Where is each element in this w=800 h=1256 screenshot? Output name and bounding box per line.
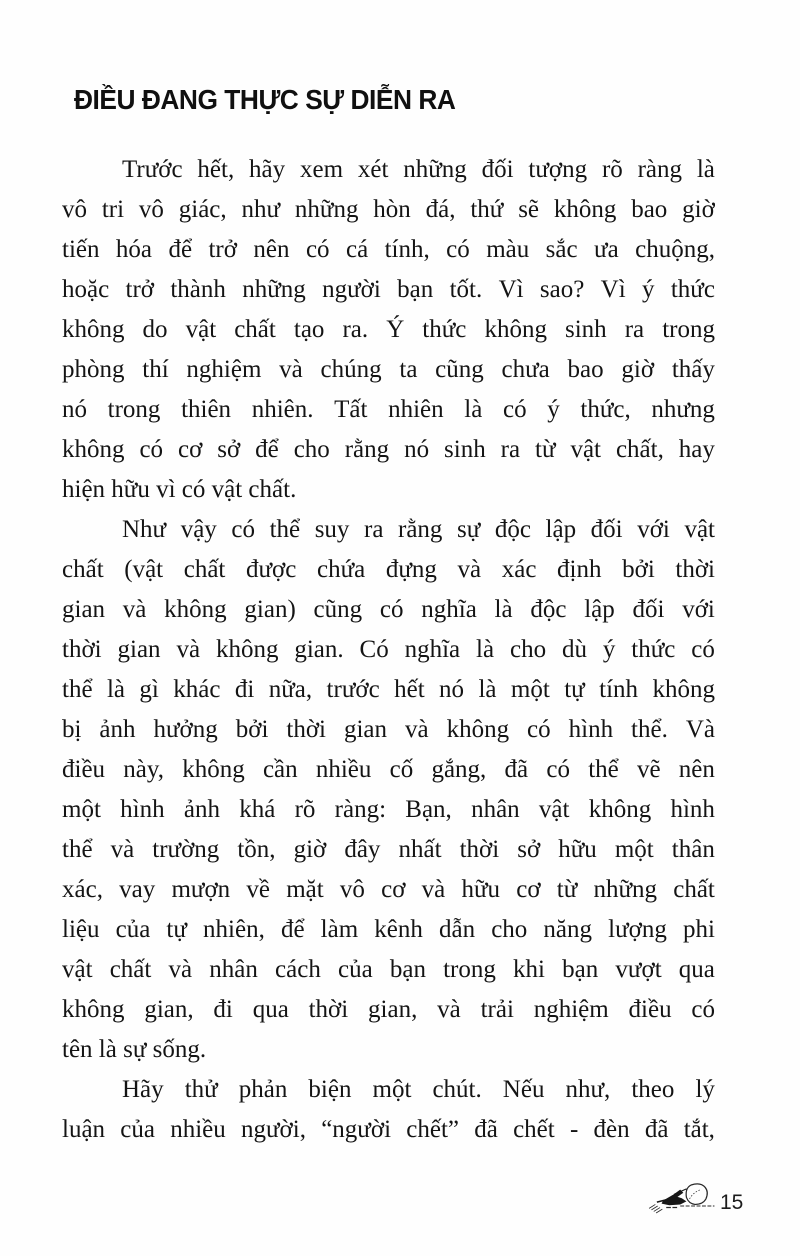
- text-line: vô tri vô giác, như những hòn đá, thứ sẽ không bao giờ: [62, 196, 715, 223]
- text-line: một hình ảnh khá rõ ràng: Bạn, nhân vật không hình: [62, 796, 715, 823]
- page-footer: [646, 1180, 743, 1218]
- text-line: Trước hết, hãy xem xét những đối tượng rõ ràng là: [122, 156, 715, 183]
- text-line: Hãy thử phản biện một chút. Nếu như, theo lý: [122, 1076, 715, 1103]
- text-line: Như vậy có thể suy ra rằng sự độc lập đối với vật: [122, 516, 715, 543]
- text-line: thời gian và không gian. Có nghĩa là cho dù ý thức có: [62, 636, 715, 663]
- text-line: thể là gì khác đi nữa, trước hết nó là một tự tính không: [62, 676, 715, 703]
- text-line: nó trong thiên nhiên. Tất nhiên là có ý thức, nhưng: [62, 396, 715, 423]
- body-text: [62, 150, 715, 1150]
- ink-sketch-ornament-icon: [646, 1180, 716, 1218]
- text-line: điều này, không cần nhiều cố gắng, đã có thể vẽ nên: [62, 756, 715, 783]
- text-line: luận của nhiều người, “người chết” đã chết - đèn đã tắt,: [62, 1116, 715, 1143]
- text-line: phòng thí nghiệm và chúng ta cũng chưa bao giờ thấy: [62, 356, 715, 383]
- text-line: hoặc trở thành những người bạn tốt. Vì sao? Vì ý thức: [62, 276, 715, 303]
- text-line: bị ảnh hưởng bởi thời gian và không có hình thể. Và: [62, 716, 715, 743]
- text-line: thể và trường tồn, giờ đây nhất thời sở hữu một thân: [62, 836, 715, 863]
- text-line: hiện hữu vì có vật chất.: [62, 476, 297, 503]
- text-line: tên là sự sống.: [62, 1036, 207, 1063]
- page-number: 15: [720, 1191, 744, 1214]
- text-line: chất (vật chất được chứa đựng và xác định bởi thời: [62, 556, 715, 583]
- chapter-running-head: ĐIỀU ĐANG THỰC SỰ DIỄN RA: [74, 84, 456, 115]
- text-line: xác, vay mượn về mặt vô cơ và hữu cơ từ những chất: [62, 876, 715, 903]
- text-line: gian và không gian) cũng có nghĩa là độc lập đối với: [62, 596, 715, 623]
- text-line: không gian, đi qua thời gian, và trải nghiệm điều có: [62, 996, 715, 1023]
- text-line: tiến hóa để trở nên có cá tính, có màu sắc ưa chuộng,: [62, 236, 715, 263]
- text-line: liệu của tự nhiên, để làm kênh dẫn cho năng lượng phi: [62, 916, 715, 943]
- text-line: vật chất và nhân cách của bạn trong khi bạn vượt qua: [62, 956, 715, 983]
- text-line: không có cơ sở để cho rằng nó sinh ra từ vật chất, hay: [62, 436, 715, 463]
- text-line: không do vật chất tạo ra. Ý thức không sinh ra trong: [62, 316, 715, 343]
